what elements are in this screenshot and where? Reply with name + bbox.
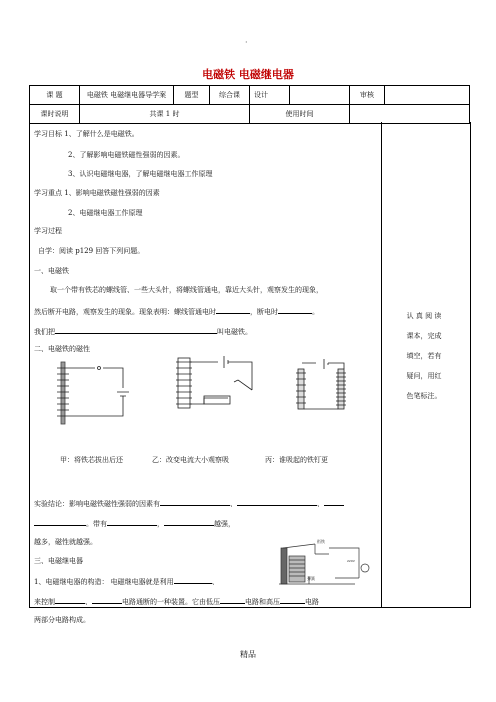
- footer-text: 精品: [240, 650, 256, 659]
- blank-with-2[interactable]: [164, 518, 214, 526]
- relay-label-armature: 衔铁: [317, 539, 325, 544]
- section-3-heading: 三、电磁继电器: [34, 557, 83, 565]
- caption-a: 甲：将铁芯拔出后还: [60, 456, 123, 464]
- key-label: 学习重点: [34, 189, 62, 197]
- design-value[interactable]: [290, 86, 350, 105]
- goal-3: 3、认识电磁继电器，了解电磁继电器工作原理: [68, 170, 213, 178]
- process-heading: 学习过程: [34, 227, 62, 235]
- blank-definition[interactable]: [55, 326, 217, 334]
- para1-c-text-1: 我们把: [34, 328, 55, 336]
- line2-text-2: ，: [157, 520, 164, 528]
- column-divider: [381, 122, 382, 607]
- topic-value: 电磁铁 电磁继电器导学案: [80, 86, 174, 105]
- design-label: 设计: [250, 86, 290, 105]
- relay-text-4: 、: [85, 598, 92, 606]
- hours-label: 课时说明: [30, 105, 80, 124]
- para1-line-a: 取一个带有铁芯的螺线管、一些大头针，将螺线管通电，靠近大头针，观察发生的现象，: [50, 286, 323, 294]
- section-2-heading: 二、电磁铁的磁性: [34, 345, 90, 353]
- figure-c-two-coils: [292, 355, 352, 415]
- header-row-2: [30, 105, 470, 124]
- time-label: 使用时间: [250, 105, 350, 124]
- conclusion-sep-1: 、: [230, 500, 237, 508]
- key-2: 2、电磁继电器工作原理: [68, 209, 143, 217]
- topic-label: 课 题: [30, 86, 80, 105]
- side-note-line-1: 认 真 阅 读: [406, 312, 442, 320]
- side-note-line-2: 课本，完成: [406, 332, 442, 340]
- figure-b-rheostat: [168, 352, 258, 412]
- relay-diagram: [275, 538, 375, 592]
- para1-b-text-2: ，断电时: [250, 308, 278, 316]
- para1-c-text-2: 叫电磁铁。: [217, 328, 252, 336]
- hours-value: 共课 1 时: [80, 105, 250, 124]
- blank-factor-3b[interactable]: [34, 518, 86, 526]
- caption-c: 丙：谁吸起的铁钉更: [265, 456, 328, 464]
- relay-text-2: 、: [211, 578, 219, 586]
- para1-line-c: [34, 326, 252, 337]
- section-1-heading: 一、电磁铁: [34, 267, 69, 275]
- blank-relay-1[interactable]: [174, 576, 212, 584]
- para1-b-text-1: 然后断开电路，观察发生的现象。现象表明：螺线管通电时: [34, 308, 216, 316]
- conclusion-line-1: [34, 498, 344, 509]
- conclusion-text: 实验结论：影响电磁铁磁性强弱的因素有: [34, 500, 160, 508]
- blank-relay-2[interactable]: [55, 596, 85, 604]
- conclusion-sep-2: 、: [317, 500, 324, 508]
- relay-text-3: 来控制: [34, 598, 55, 606]
- review-label: 审核: [350, 86, 385, 105]
- side-note: [387, 306, 461, 406]
- type-value: 综合课: [210, 86, 250, 105]
- header-table: [29, 85, 470, 124]
- relay-text-5: 电路通断的一种装置。它由低压: [122, 598, 220, 606]
- self-study: 自学：阅读 p129 回答下列问题。: [38, 247, 145, 255]
- caption-b: 乙：改变电流大小观察吸: [152, 456, 229, 464]
- blank-factor-3[interactable]: [324, 498, 344, 506]
- type-label: 题型: [174, 86, 210, 105]
- relay-text-6: 电路和高压: [245, 598, 280, 606]
- relay-line-1: [34, 576, 219, 587]
- line2-text-1: 。带有: [86, 520, 107, 528]
- blank-relay-4[interactable]: [220, 596, 245, 604]
- conclusion-line-3: 越多，磁性就越强。: [34, 538, 97, 546]
- page-title: 电磁铁 电磁继电器: [202, 68, 294, 81]
- relay-label-voltage: 220V: [347, 559, 355, 563]
- blank-with-1[interactable]: [107, 518, 157, 526]
- relay-line-3: 两部分电路构成。: [34, 616, 90, 624]
- side-note-line-5: 色笔标注。: [406, 392, 442, 400]
- para1-line-b: [34, 306, 319, 317]
- conclusion-line-2: [34, 518, 235, 529]
- goal-2: 2、了解影响电磁铁磁性强弱的因素。: [68, 151, 185, 159]
- relay-text-7: 电路: [305, 598, 319, 606]
- blank-unpowered[interactable]: [278, 306, 312, 314]
- line2-text-3: 越强，: [214, 520, 235, 528]
- blank-powered[interactable]: [216, 306, 250, 314]
- relay-label-spring: 弹簧: [307, 576, 315, 581]
- goals-label: 学习目标: [34, 130, 62, 138]
- relay-text-1: 1、电磁继电器的构造： 电磁继电器就是利用: [34, 578, 174, 586]
- figure-a-electromagnet: [55, 358, 135, 428]
- blank-relay-5[interactable]: [280, 596, 305, 604]
- side-note-line-4: 疑问，用红: [406, 372, 442, 380]
- goal-1: 1、了解什么是电磁铁。: [64, 130, 139, 138]
- blank-factor-2[interactable]: [237, 498, 317, 506]
- key-line-1: [34, 189, 160, 198]
- goals-line-1: [34, 130, 139, 139]
- blank-factor-1[interactable]: [160, 498, 230, 506]
- para1-b-text-3: 。: [312, 308, 319, 316]
- relay-line-2: [34, 596, 319, 607]
- key-1: 1、影响电磁铁磁性强弱的因素: [64, 189, 160, 197]
- time-value[interactable]: [350, 105, 470, 124]
- blank-relay-3[interactable]: [92, 596, 122, 604]
- header-row-1: [30, 86, 470, 105]
- page-mark: ·: [245, 38, 248, 47]
- review-value[interactable]: [385, 86, 470, 105]
- side-note-line-3: 填空，若有: [406, 352, 442, 360]
